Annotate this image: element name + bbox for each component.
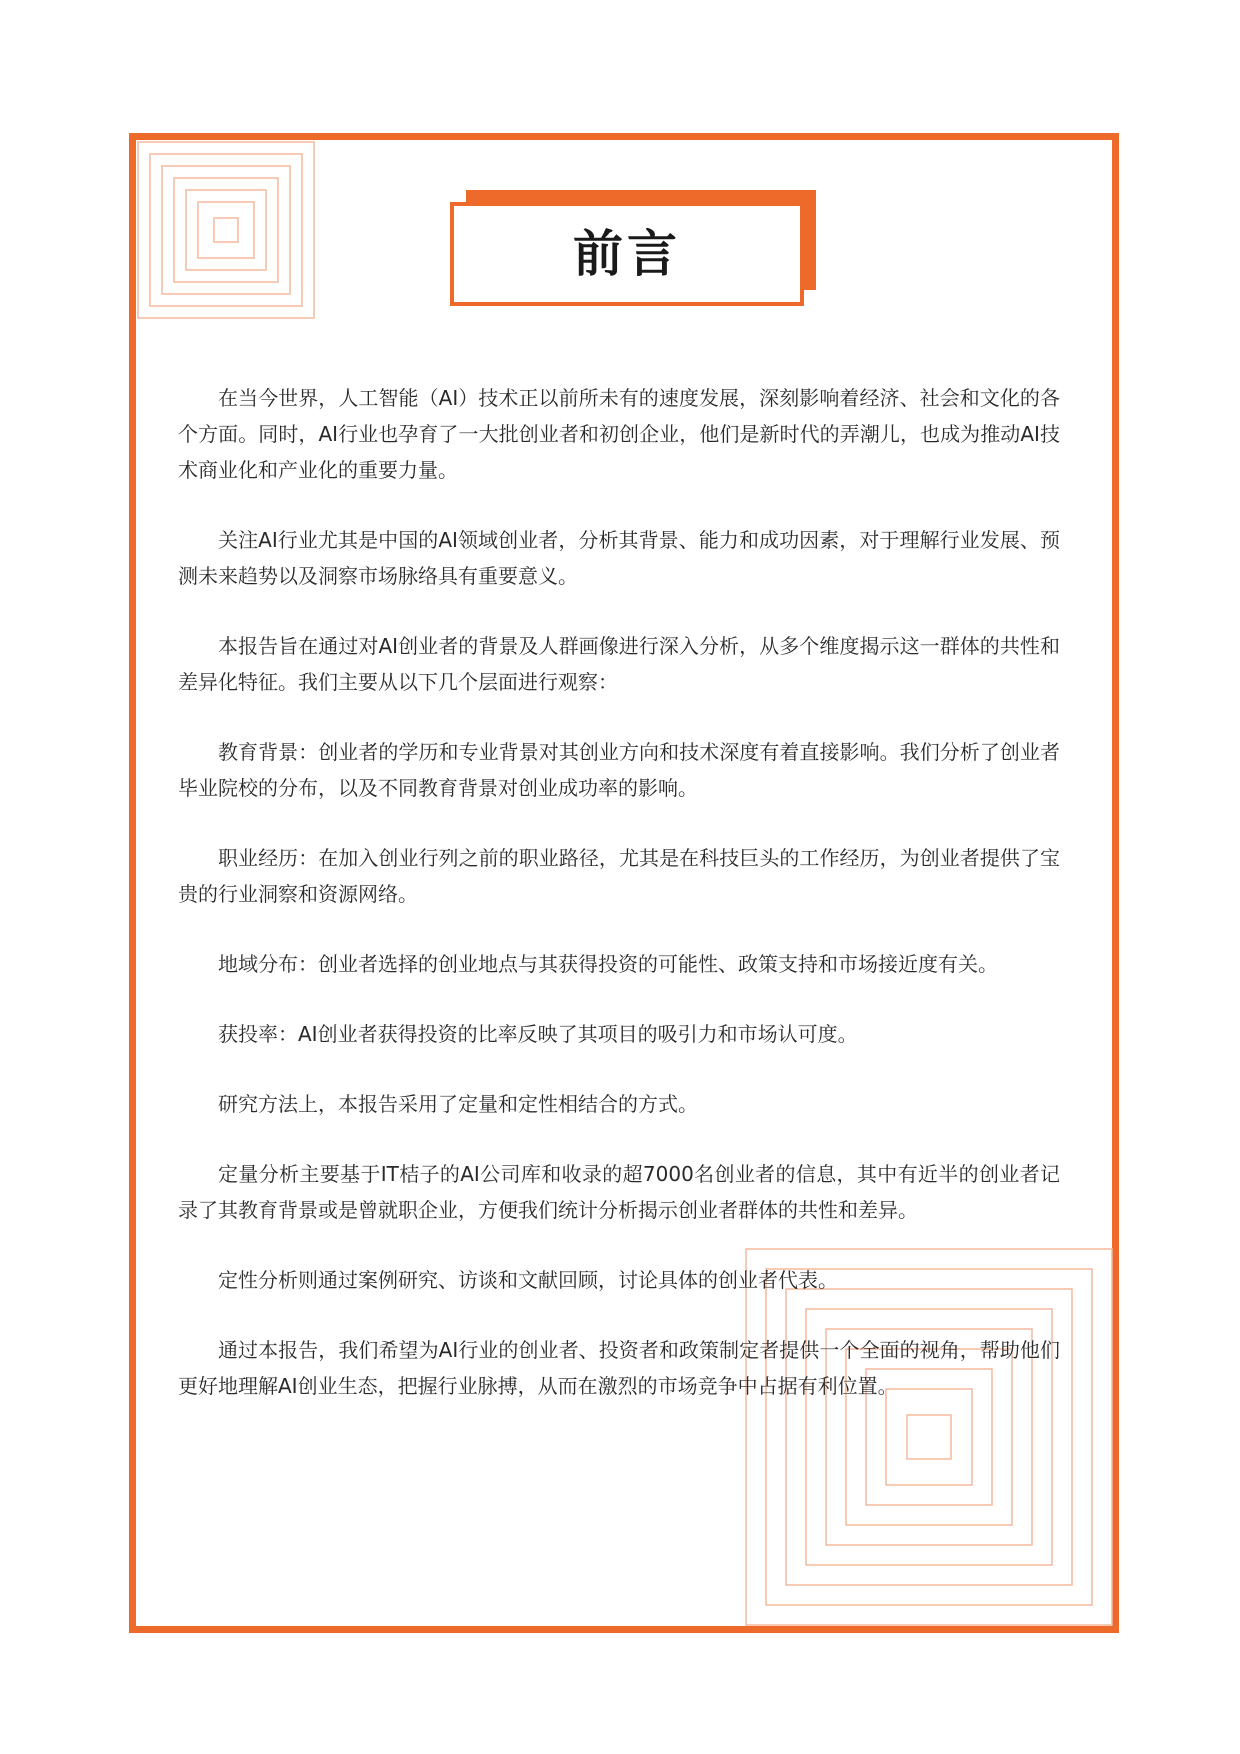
paragraph: 通过本报告，我们希望为AI行业的创业者、投资者和政策制定者提供一个全面的视角，帮助他们更好地理解AI创业生态，把握行业脉搏，从而在激烈的市场竞争中占据有利位置。 xyxy=(178,1338,1060,1398)
paragraph: 在当今世界，人工智能（AI）技术正以前所未有的速度发展，深刻影响着经济、社会和文化的各个方面。同时，AI行业也孕育了一大批创业者和初创企业，他们是新时代的弄潮儿，也成为推动AI技术商业化和产业化的重要力量。 xyxy=(178,386,1060,482)
paragraph: 定性分析则通过案例研究、访谈和文献回顾，讨论具体的创业者代表。 xyxy=(218,1268,838,1292)
paragraph: 职业经历：在加入创业行列之前的职业路径，尤其是在科技巨头的工作经历，为创业者提供了宝贵的行业洞察和资源网络。 xyxy=(178,846,1060,906)
paragraph: 教育背景：创业者的学历和专业背景对其创业方向和技术深度有着直接影响。我们分析了创业者毕业院校的分布，以及不同教育背景对创业成功率的影响。 xyxy=(178,740,1060,800)
page-title: 前言 xyxy=(573,225,681,283)
title-banner xyxy=(450,190,816,308)
preface-body xyxy=(178,380,1060,1438)
concentric-squares-decoration-top-left xyxy=(136,140,316,320)
paragraph: 地域分布：创业者选择的创业地点与其获得投资的可能性、政策支持和市场接近度有关。 xyxy=(218,952,998,976)
paragraph: 定量分析主要基于IT桔子的AI公司库和收录的超7000名创业者的信息，其中有近半的创业者记录了其教育背景或是曾就职企业，方便我们统计分析揭示创业者群体的共性和差异。 xyxy=(178,1162,1060,1222)
paragraph: 研究方法上，本报告采用了定量和定性相结合的方式。 xyxy=(218,1092,698,1116)
paragraph: 获投率：AI创业者获得投资的比率反映了其项目的吸引力和市场认可度。 xyxy=(218,1022,858,1046)
paragraph: 关注AI行业尤其是中国的AI领域创业者，分析其背景、能力和成功因素，对于理解行业发展、预测未来趋势以及洞察市场脉络具有重要意义。 xyxy=(178,528,1060,588)
paragraph: 本报告旨在通过对AI创业者的背景及人群画像进行深入分析，从多个维度揭示这一群体的共性和差异化特征。我们主要从以下几个层面进行观察： xyxy=(178,634,1060,694)
